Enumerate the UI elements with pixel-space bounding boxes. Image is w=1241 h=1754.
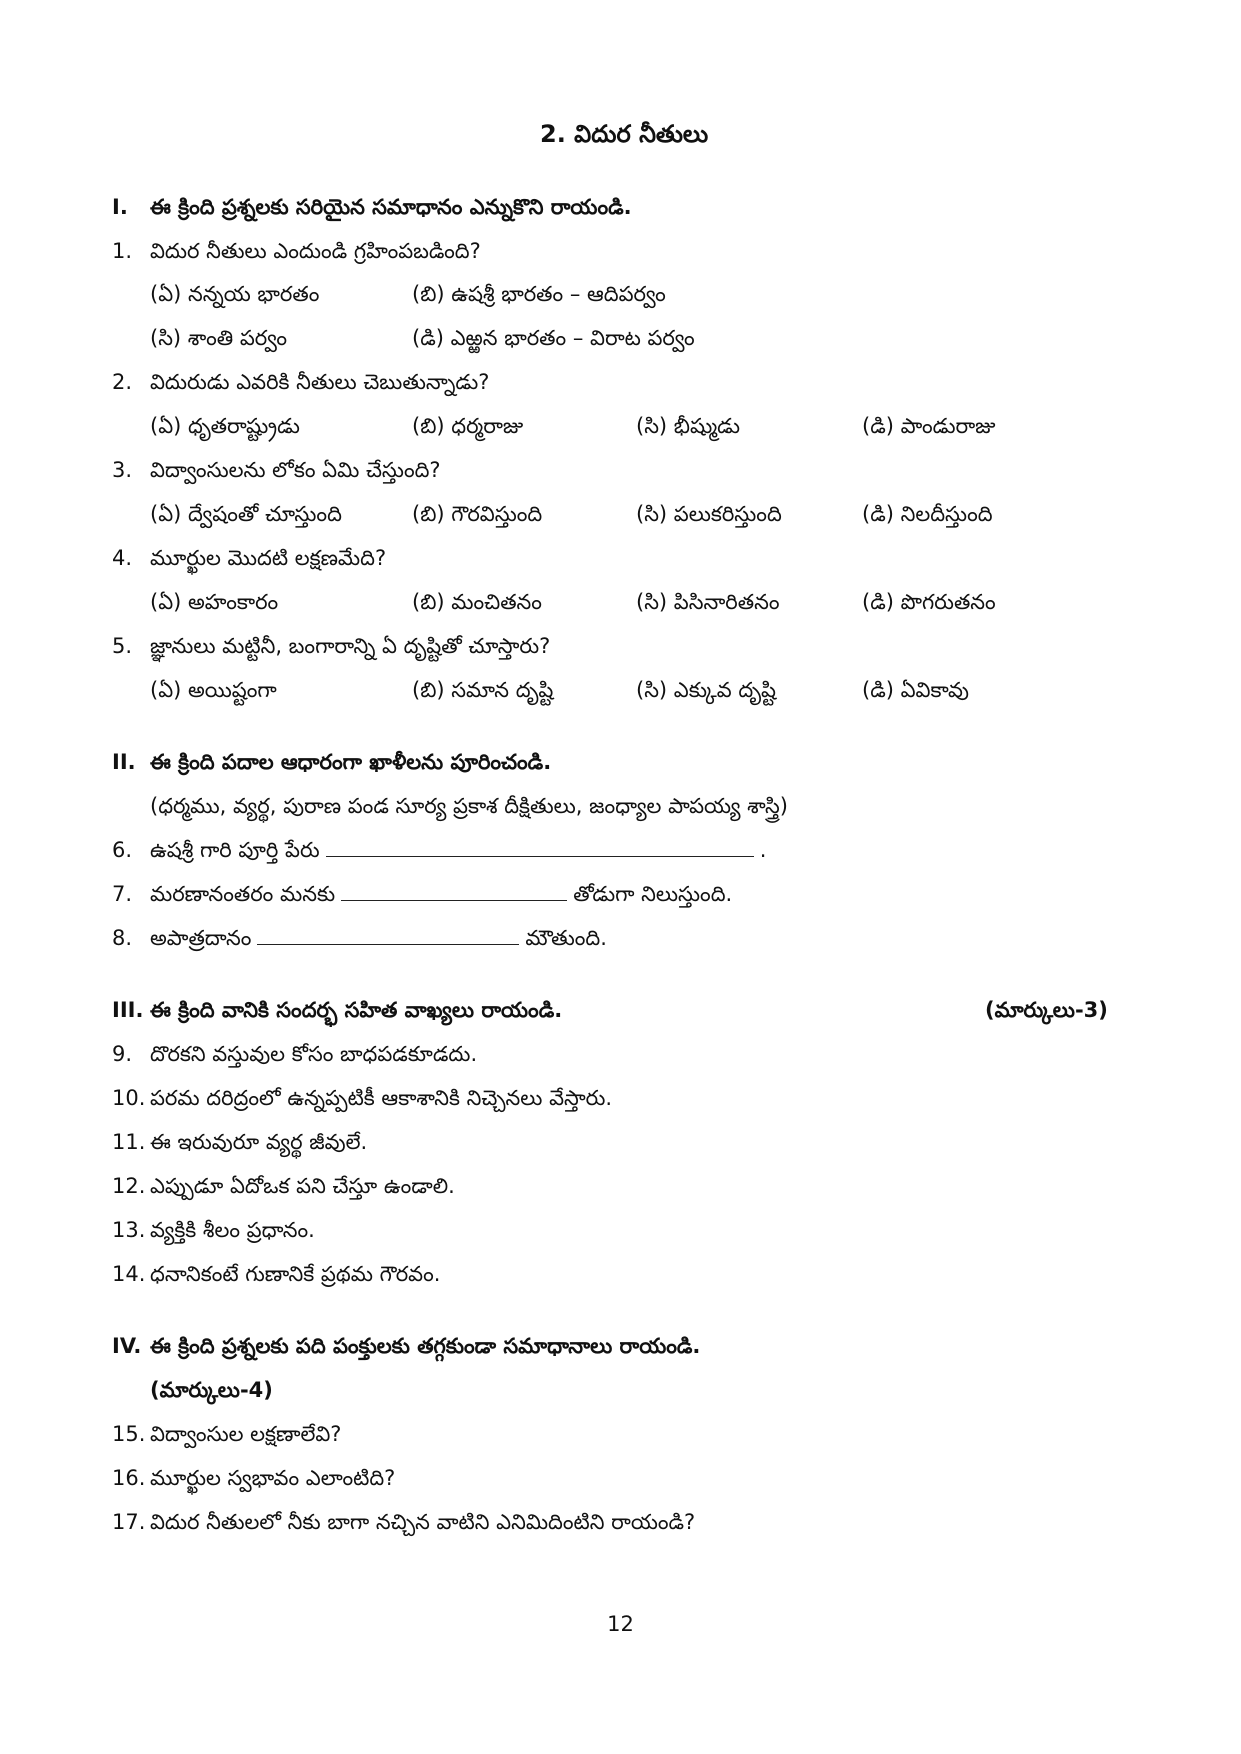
fill-blank-7-blank bbox=[341, 874, 567, 901]
section-1-heading: ఈ క్రింది ప్రశ్నలకు సరియైన సమాధానం ఎన్నుకొని రాయండి. bbox=[150, 195, 632, 219]
question-2-text: విదురుడు ఎవరికి నీతులు చెబుతున్నాడు? bbox=[150, 370, 490, 394]
question-5-option-a: (ఏ) అయిష్టంగా bbox=[150, 678, 277, 702]
question-5-number: 5. bbox=[112, 634, 133, 658]
section-1-heading-row bbox=[0, 187, 1241, 227]
question-1-options-row-2 bbox=[0, 318, 1241, 358]
question-1-option-b: (బి) ఉషశ్రీ భారతం – ఆదిపర్వం bbox=[412, 282, 666, 306]
fill-blank-8-sentence bbox=[150, 918, 607, 958]
question-3-option-d: (డి) నిలదీస్తుంది bbox=[862, 502, 993, 526]
context-item-12-text: ఎప్పుడూ ఏదోఒక పని చేస్తూ ఉండాలి. bbox=[150, 1174, 455, 1198]
section-2-heading-row bbox=[0, 742, 1241, 782]
question-5-text: జ్ఞానులు మట్టినీ, బంగారాన్ని ఏ దృష్టితో చూస్తారు? bbox=[150, 634, 551, 658]
fill-blank-7-before: మరణానంతరం మనకు bbox=[150, 882, 336, 906]
essay-item-16-text: మూర్ఖుల స్వభావం ఎలాంటిది? bbox=[150, 1466, 396, 1490]
section-2-hint-row bbox=[0, 786, 1241, 826]
context-item-9-row bbox=[0, 1034, 1241, 1074]
context-item-11-row bbox=[0, 1122, 1241, 1162]
fill-blank-7-number: 7. bbox=[112, 882, 133, 906]
context-item-13-row bbox=[0, 1210, 1241, 1250]
section-4-heading: ఈ క్రింది ప్రశ్నలకు పది పంక్తులకు తగ్గకుండా సమాధానాలు రాయండి. bbox=[150, 1334, 701, 1358]
question-1-option-a: (ఏ) నన్నయ భారతం bbox=[150, 282, 320, 306]
context-item-9-text: దొరకని వస్తువుల కోసం బాధపడకూడదు. bbox=[150, 1042, 478, 1066]
essay-item-17-row bbox=[0, 1502, 1241, 1542]
question-3-text: విద్వాంసులను లోకం ఏమి చేస్తుంది? bbox=[150, 458, 441, 482]
section-1-number: I. bbox=[112, 195, 128, 219]
context-item-13-text: వ్యక్తికి శీలం ప్రధానం. bbox=[150, 1218, 315, 1242]
question-4-text: మూర్ఖుల మొదటి లక్షణమేది? bbox=[150, 546, 387, 570]
essay-item-16-row bbox=[0, 1458, 1241, 1498]
question-2-option-d: (డి) పాండురాజు bbox=[862, 414, 996, 438]
section-4-marks-row bbox=[0, 1370, 1241, 1410]
question-4-option-a: (ఏ) అహంకారం bbox=[150, 590, 279, 614]
section-3-heading-row bbox=[0, 990, 1241, 1030]
question-2-row bbox=[0, 362, 1241, 402]
section-4-number: IV. bbox=[112, 1334, 142, 1358]
fill-blank-6-sentence bbox=[150, 830, 766, 870]
context-item-13-number: 13. bbox=[112, 1218, 146, 1242]
page-number: 12 bbox=[607, 1612, 634, 1636]
question-3-options-row bbox=[0, 494, 1241, 534]
section-4-marks: (మార్కులు-4) bbox=[150, 1378, 273, 1402]
question-3-option-c: (సి) పలుకరిస్తుంది bbox=[636, 502, 782, 526]
question-1-number: 1. bbox=[112, 239, 133, 263]
section-3-number: III. bbox=[112, 998, 144, 1022]
question-2-option-b: (బి) ధర్మరాజు bbox=[412, 414, 524, 438]
question-4-option-b: (బి) మంచితనం bbox=[412, 590, 542, 614]
question-2-options-row bbox=[0, 406, 1241, 446]
context-item-11-number: 11. bbox=[112, 1130, 146, 1154]
fill-blank-6-after: . bbox=[759, 838, 767, 862]
essay-item-16-number: 16. bbox=[112, 1466, 146, 1490]
question-2-option-a: (ఏ) ధృతరాష్ట్రుడు bbox=[150, 414, 300, 438]
question-5-option-c: (సి) ఎక్కువ దృష్టి bbox=[636, 678, 777, 702]
question-4-options-row bbox=[0, 582, 1241, 622]
context-item-11-text: ఈ ఇరువురూ వ్యర్థ జీవులే. bbox=[150, 1130, 368, 1154]
fill-blank-8-after: మౌతుంది. bbox=[525, 926, 607, 950]
section-3-heading: ఈ క్రింది వానికి సందర్భ సహిత వాఖ్యలు రాయండి. bbox=[150, 998, 563, 1022]
fill-blank-8-number: 8. bbox=[112, 926, 133, 950]
section-4-heading-row bbox=[0, 1326, 1241, 1366]
fill-blank-6-number: 6. bbox=[112, 838, 133, 862]
section-2-heading: ఈ క్రింది పదాల ఆధారంగా ఖాళీలను పూరించండి. bbox=[150, 750, 552, 774]
question-5-row bbox=[0, 626, 1241, 666]
question-1-text: విదుర నీతులు ఎందుండి గ్రహింపబడింది? bbox=[150, 239, 481, 263]
fill-blank-7-sentence bbox=[150, 874, 732, 914]
question-4-number: 4. bbox=[112, 546, 133, 570]
fill-blank-8-before: అపాత్రదానం bbox=[150, 926, 252, 950]
question-5-options-row bbox=[0, 670, 1241, 710]
question-4-option-d: (డి) పొగరుతనం bbox=[862, 590, 996, 614]
question-4-row bbox=[0, 538, 1241, 578]
question-3-row bbox=[0, 450, 1241, 490]
fill-blank-6-row bbox=[0, 830, 1241, 870]
context-item-10-row bbox=[0, 1078, 1241, 1118]
question-1-row bbox=[0, 231, 1241, 271]
question-2-option-c: (సి) భీష్ముడు bbox=[636, 414, 740, 438]
question-3-option-a: (ఏ) ద్వేషంతో చూస్తుంది bbox=[150, 502, 342, 526]
question-1-options-row-1 bbox=[0, 274, 1241, 314]
section-2-word-bank: (ధర్మము, వ్యర్థ, పురాణ పండ సూర్య ప్రకాశ దీక్షితులు, జంధ్యాల పాపయ్య శాస్త్రి) bbox=[150, 794, 788, 818]
question-1-option-c: (సి) శాంతి పర్వం bbox=[150, 326, 288, 350]
title-row bbox=[0, 114, 1241, 154]
essay-item-15-number: 15. bbox=[112, 1422, 146, 1446]
context-item-12-number: 12. bbox=[112, 1174, 146, 1198]
fill-blank-7-after: తోడుగా నిలుస్తుంది. bbox=[573, 882, 733, 906]
fill-blank-8-row bbox=[0, 918, 1241, 958]
question-2-number: 2. bbox=[112, 370, 133, 394]
fill-blank-6-before: ఉషశ్రీ గారి పూర్తి పేరు bbox=[150, 838, 320, 862]
fill-blank-6-blank bbox=[326, 830, 754, 857]
context-item-9-number: 9. bbox=[112, 1042, 133, 1066]
question-5-option-d: (డి) ఏవికావు bbox=[862, 678, 969, 702]
question-3-number: 3. bbox=[112, 458, 133, 482]
question-1-option-d: (డి) ఎఱ్ఱన భారతం – విరాట పర్వం bbox=[412, 326, 695, 350]
essay-item-17-number: 17. bbox=[112, 1510, 146, 1534]
context-item-12-row bbox=[0, 1166, 1241, 1206]
context-item-14-text: ధనానికంటే గుణానికే ప్రథమ గౌరవం. bbox=[150, 1262, 441, 1286]
essay-item-15-row bbox=[0, 1414, 1241, 1454]
section-2-number: II. bbox=[112, 750, 136, 774]
fill-blank-8-blank bbox=[257, 918, 519, 945]
context-item-10-number: 10. bbox=[112, 1086, 146, 1110]
fill-blank-7-row bbox=[0, 874, 1241, 914]
page-title: 2. విదుర నీతులు bbox=[540, 120, 709, 148]
context-item-14-number: 14. bbox=[112, 1262, 146, 1286]
section-3-marks: (మార్కులు-3) bbox=[985, 998, 1108, 1022]
essay-item-17-text: విదుర నీతులలో నీకు బాగా నచ్చిన వాటిని ఎనిమిదింటిని రాయండి? bbox=[150, 1510, 696, 1534]
essay-item-15-text: విద్వాంసుల లక్షణాలేవి? bbox=[150, 1422, 342, 1446]
question-3-option-b: (బి) గౌరవిస్తుంది bbox=[412, 502, 543, 526]
question-4-option-c: (సి) పిసినారితనం bbox=[636, 590, 780, 614]
context-item-14-row bbox=[0, 1254, 1241, 1294]
question-5-option-b: (బి) సమాన దృష్టి bbox=[412, 678, 554, 702]
context-item-10-text: పరమ దరిద్రంలో ఉన్నప్పటికీ ఆకాశానికి నిచ్చెనలు వేస్తారు. bbox=[150, 1086, 613, 1110]
